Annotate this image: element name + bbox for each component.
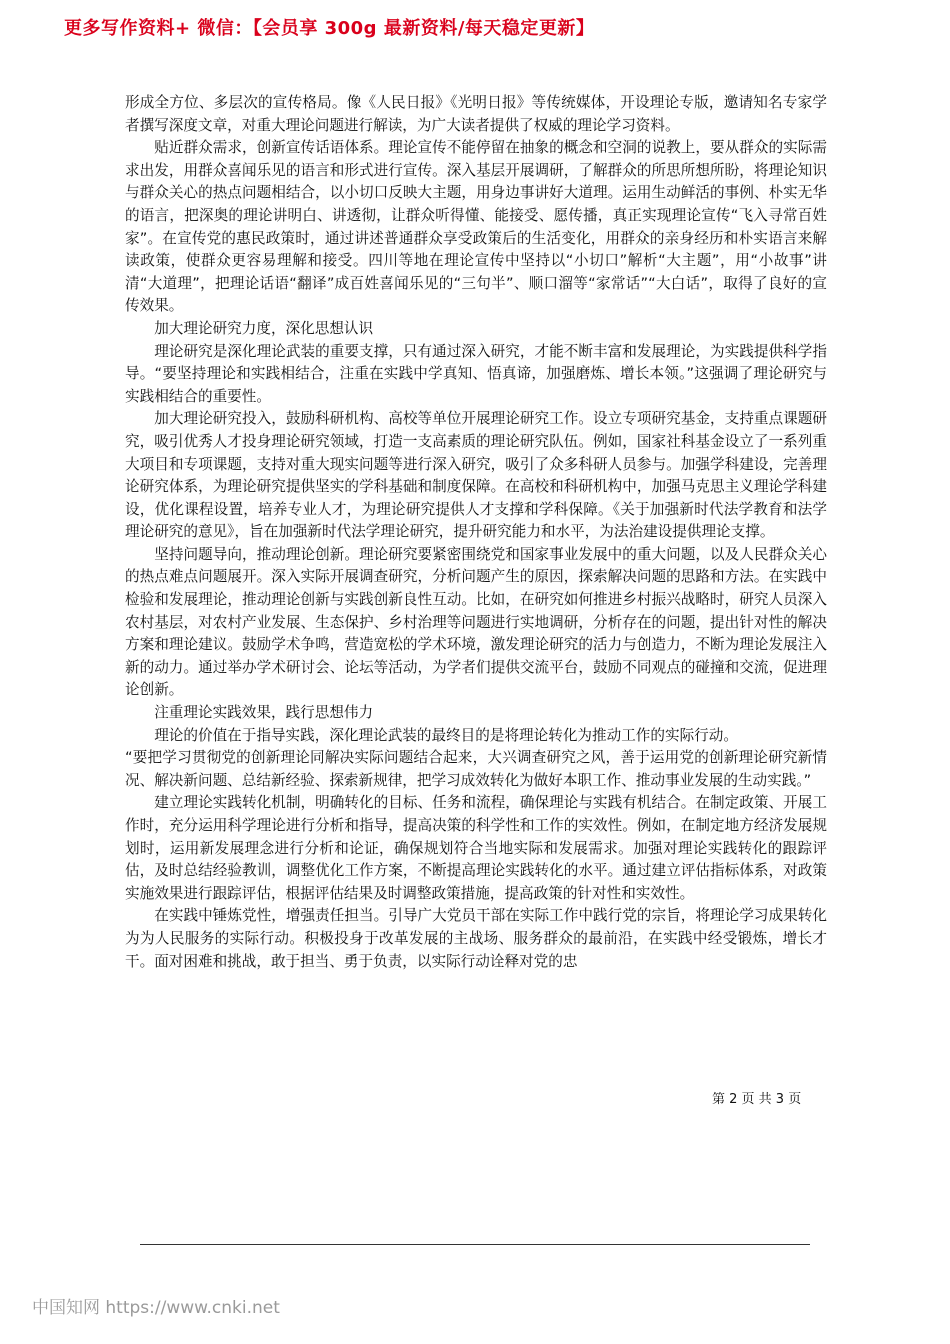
promo-banner: 更多写作资料+ 微信：【会员享 300g 最新资料/每天稳定更新】 (64, 18, 595, 39)
quote-paragraph: “要把学习贯彻党的创新理论同解决实际问题结合起来，大兴调查研究之风，善于运用党的创新理论研究新情况、解决新问题、总结新经验、探索新规律，把学习成效转化为做好本职工作、推动事业发展的生动实践。” (125, 749, 827, 789)
section-heading: 加大理论研究力度，深化思想认识 (154, 319, 374, 337)
footer-divider (140, 1244, 810, 1245)
paragraph: 贴近群众需求，创新宣传话语体系。理论宣传不能停留在抽象的概念和空洞的说教上，要从群众的实际需求出发，用群众喜闻乐见的语言和形式进行宣传。深入基层开展调研，了解群众的所思所想所盼，将理论知识与群众关心的热点问题相结合，以小切口反映大主题，用身边事讲好大道理。运用生动鲜活的事例、朴实无华的语言，把深奥的理论讲明白、讲透彻，让群众听得懂、能接受、愿传播，真正实现理论宣传“飞入寻常百姓家”。在宣传党的惠民政策时，通过讲述普通群众享受政策后的生活变化，用群众的亲身经历和朴实语言来解读政策，使群众更容易理解和接受。四川等地在理论宣传中坚持以“小切口”解析“大主题”，用“小故事”讲清“大道理”，把理论话语“翻译”成百姓喜闻乐见的“三句半”、顺口溜等“家常话”“大白话”，取得了良好的宣传效果。 (125, 139, 827, 315)
paragraph: 加大理论研究投入，鼓励科研机构、高校等单位开展理论研究工作。设立专项研究基金，支持重点课题研究，吸引优秀人才投身理论研究领域，打造一支高素质的理论研究队伍。例如，国家社科基金设立了一系列重大项目和专项课题，支持对重大现实问题等进行深入研究，吸引了众多科研人员参与。加强学科建设，完善理论研究体系，为理论研究提供坚实的学科基础和制度保障。在高校和科研机构中，加强马克思主义理论学科建设，优化课程设置，培养专业人才，为理论研究提供人才支撑和学科保障。《关于加强新时代法学教育和法学理论研究的意见》，旨在加强新时代法学理论研究，提升研究能力和水平，为法治建设提供理论支撑。 (125, 410, 827, 541)
paragraph: 理论的价值在于指导实践，深化理论武装的最终目的是将理论转化为推动工作的实际行动。 (154, 726, 738, 744)
cnki-watermark: 中国知网 https://www.cnki.net (32, 1298, 280, 1318)
paragraph: 建立理论实践转化机制，明确转化的目标、任务和流程，确保理论与实践有机结合。在制定政策、开展工作时，充分运用科学理论进行分析和指导，提高决策的科学性和工作的实效性。例如，在制定地方经济发展规划时，运用新发展理念进行分析和论证，确保规划符合当地实际和发展需求。加强对理论实践转化的跟踪评估，及时总结经验教训，调整优化工作方案，不断提高理论实践转化的水平。通过建立评估指标体系，对政策实施效果进行跟踪评估，根据评估结果及时调整政策措施，提高政策的针对性和实效性。 (125, 794, 827, 902)
section-heading: 注重理论实践效果，践行思想伟力 (154, 704, 374, 722)
page-number: 第 2 页 共 3 页 (712, 1092, 802, 1107)
paragraph: 坚持问题导向，推动理论创新。理论研究要紧密围绕党和国家事业发展中的重大问题，以及人民群众关心的热点难点问题展开。深入实际开展调查研究，分析问题产生的原因，探索解决问题的思路和方法。在实践中检验和发展理论，推动理论创新与实践创新良性互动。比如，在研究如何推进乡村振兴战略时，研究人员深入农村基层，对农村产业发展、生态保护、乡村治理等问题进行实地调研，分析存在的问题，提出针对性的解决方案和理论建议。鼓励学术争鸣，营造宽松的学术环境，激发理论研究的活力与创造力，不断为理论发展注入新的动力。通过举办学术研讨会、论坛等活动，为学者们提供交流平台，鼓励不同观点的碰撞和交流，促进理论创新。 (125, 545, 827, 699)
document-body (125, 92, 827, 973)
paragraph: 理论研究是深化理论武装的重要支撑，只有通过深入研究，才能不断丰富和发展理论，为实践提供科学指导。“要坚持理论和实践相结合，注重在实践中学真知、悟真谛，加强磨炼、增长本领。”这强调了理论研究与实践相结合的重要性。 (125, 342, 827, 405)
paragraph-continued: 形成全方位、多层次的宣传格局。像《人民日报》《光明日报》等传统媒体，开设理论专版，邀请知名专家学者撰写深度文章，对重大理论问题进行解读，为广大读者提供了权威的理论学习资料。 (125, 94, 827, 134)
paragraph: 在实践中锤炼党性，增强责任担当。引导广大党员干部在实际工作中践行党的宗旨，将理论学习成果转化为为人民服务的实际行动。积极投身于改革发展的主战场、服务群众的最前沿，在实践中经受锻炼，增长才干。面对困难和挑战，敢于担当、勇于负责，以实际行动诠释对党的忠 (125, 907, 827, 970)
